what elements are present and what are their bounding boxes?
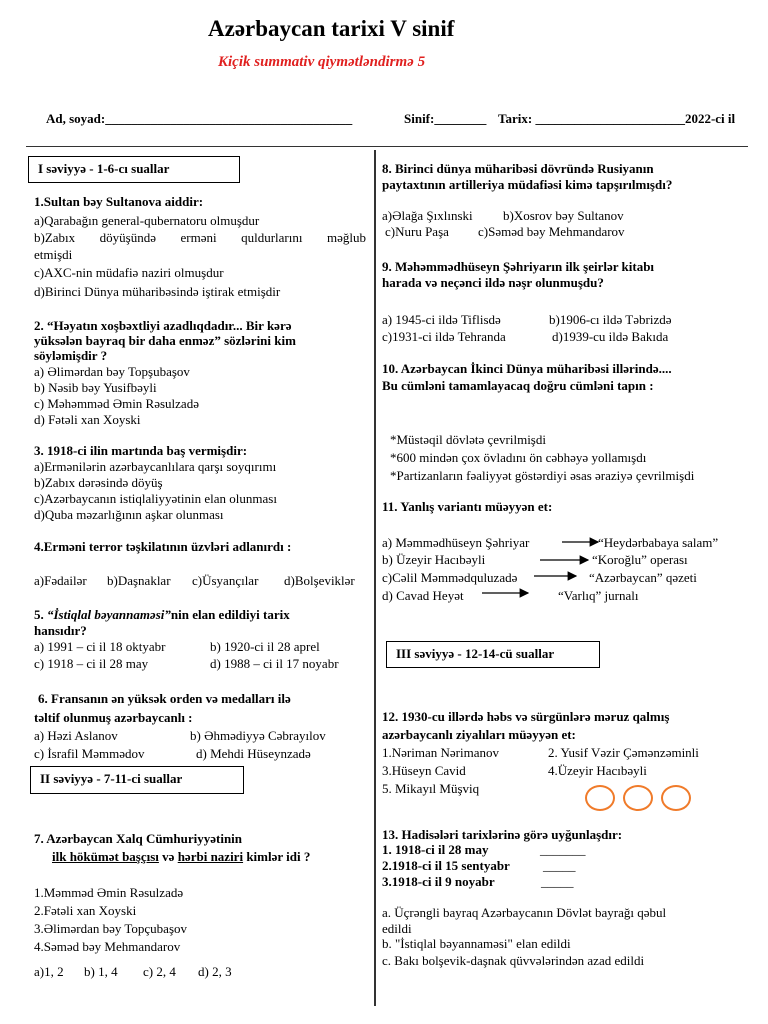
q9-option-a: a) 1945-ci ildə Tiflisdə — [382, 312, 501, 327]
q13-blank-3[interactable]: _____ — [541, 874, 574, 889]
q10-item-3: *Partizanların fəaliyyət göstərdiyi əsas əraziyə çevrilmişdi — [390, 468, 695, 483]
level-2-label: II səviyyə - 7-11-ci suallar — [30, 766, 244, 794]
header-divider — [26, 146, 748, 147]
q4-option-c: c)Üsyançılar — [192, 573, 259, 588]
q4-option-a: a)Fədailər — [34, 573, 87, 588]
q11-row-c-left: c)Cəlil Məmmədquluzadə — [382, 570, 518, 585]
q9-option-c: c)1931-ci ildə Tehranda — [382, 329, 506, 344]
q7-item-1: 1.Məmməd Əmin Rəsulzadə — [34, 885, 184, 900]
date-field[interactable]: Tarix: _______________________2022-ci il — [498, 111, 736, 126]
question-5-line2: hansıdır? — [34, 623, 87, 638]
q1-option-b-cont: etmişdi — [34, 247, 73, 262]
q12-item-5: 5. Mikayıl Müşviq — [382, 781, 480, 796]
page-subtitle: Kiçik summativ qiymətləndirmə 5 — [218, 54, 426, 70]
q7-option-a: a)1, 2 — [34, 964, 64, 979]
question-9-line2: harada və neçənci ildə nəşr olunmuşdu? — [382, 275, 604, 290]
q13-event-c: c. Bakı bolşevik-daşnak qüvvələrindən azad edildi — [382, 953, 645, 968]
q11-row-b-right: “Koroğlu” operası — [592, 552, 688, 567]
q8-option-d: c)Səməd bəy Mehmandarov — [478, 224, 625, 239]
level-1-label: I səviyyə - 1-6-cı suallar — [28, 156, 240, 183]
q2-option-d: d) Fətəli xan Xoyski — [34, 412, 141, 427]
q7-item-3: 3.Əlimərdan bəy Topçubaşov — [34, 921, 188, 936]
q11-row-a-left: a) Məmmədhüseyn Şəhriyar — [382, 535, 530, 550]
q13-blank-2[interactable]: _____ — [543, 858, 576, 873]
q12-item-2: 2. Yusif Vəzir Çəmənzəminli — [548, 745, 699, 760]
q12-item-1: 1.Nəriman Nərimanov — [382, 745, 499, 760]
question-4: 4.Erməni terror təşkilatının üzvləri adlanırdı : — [34, 539, 292, 554]
q12-item-3: 3.Hüseyn Cavid — [382, 763, 466, 778]
q13-blank-1[interactable]: _______ — [540, 842, 586, 857]
q10-item-2: *600 mindən çox övladını ön cəbhəyə yollamışdı — [390, 450, 647, 465]
column-divider — [374, 150, 376, 1006]
q13-date-1: 1. 1918-ci il 28 may — [382, 842, 489, 857]
q3-option-b: b)Zabıx dərəsində döyüş — [34, 475, 163, 490]
answer-circle-3[interactable] — [661, 785, 691, 811]
question-12-line2: azərbaycanlı ziyalıları müəyyən et: — [382, 727, 576, 742]
q12-item-4: 4.Üzeyir Hacıbəyli — [548, 763, 647, 778]
q2-option-c: c) Məhəmməd Əmin Rəsulzadə — [34, 396, 199, 411]
question-1: 1.Sultan bəy Sultanova aiddir: — [34, 194, 204, 209]
q8-option-c: c)Nuru Paşa — [385, 224, 449, 239]
question-5: 5. “İstiqlal bəyannaməsi”nin elan edildiyi tarix — [34, 607, 290, 622]
page-title: Azərbaycan tarixi V sinif — [208, 16, 455, 41]
question-6-line1: 6. Fransanın ən yüksək orden və medalları ilə — [38, 691, 291, 706]
q11-arrows — [470, 530, 610, 605]
class-field[interactable]: Sinif:________ — [404, 111, 487, 126]
q8-option-a: a)Əlağa Şıxlınski — [382, 208, 473, 223]
q13-date-3: 3.1918-ci il 9 noyabr — [382, 874, 495, 889]
q5-option-d: d) 1988 – ci il 17 noyabr — [210, 656, 339, 671]
q11-row-d-right: “Varlıq” jurnalı — [558, 588, 639, 603]
q5-option-a: a) 1991 – ci il 18 oktyabr — [34, 639, 166, 654]
question-3: 3. 1918-ci ilin martında baş vermişdir: — [34, 443, 248, 458]
q6-option-c: c) İsrafil Məmmədov — [34, 746, 145, 761]
q6-option-b: b) Əhmədiyyə Cəbrayılov — [190, 728, 326, 743]
q11-row-a-right: “Heydərbabaya salam” — [598, 535, 719, 550]
q7-option-c: c) 2, 4 — [143, 964, 176, 979]
question-13: 13. Hadisələri tarixlərinə görə uyğunlaşdır: — [382, 827, 623, 842]
q8-option-b: b)Xosrov bəy Sultanov — [503, 208, 624, 223]
q1-option-d: d)Birinci Dünya müharibəsində iştirak etmişdir — [34, 284, 281, 299]
q11-row-d-left: d) Cavad Heyət — [382, 588, 464, 603]
question-8-line2: paytaxtının artilleriya müdafiəsi kimə tapşırılmışdı? — [382, 177, 673, 192]
question-2-line3: söyləmişdir ? — [34, 348, 108, 363]
q1-option-a: a)Qarabağın general-qubernatoru olmuşdur — [34, 213, 260, 228]
question-2-line2: yüksələn bayraq bir daha enməz” sözlərini kim — [34, 333, 296, 348]
q4-option-d: d)Bolşeviklər — [284, 573, 355, 588]
q5-option-c: c) 1918 – ci il 28 may — [34, 656, 149, 671]
question-12-line1: 12. 1930-cu illərdə həbs və sürgünlərə məruz qalmış — [382, 709, 670, 724]
q2-option-b: b) Nəsib bəy Yusifbəyli — [34, 380, 157, 395]
question-2-line1: 2. “Həyatın xoşbəxtliyi azadlıqdadır... Bir kərə — [34, 318, 292, 333]
q6-option-d: d) Mehdi Hüseynzadə — [196, 746, 311, 761]
q9-option-b: b)1906-cı ildə Təbrizdə — [549, 312, 672, 327]
level-3-label: III səviyyə - 12-14-cü suallar — [386, 641, 600, 668]
q6-option-a: a) Həzi Aslanov — [34, 728, 118, 743]
q7-item-2: 2.Fətəli xan Xoyski — [34, 903, 137, 918]
question-11: 11. Yanlış variantı müəyyən et: — [382, 499, 553, 514]
q7-item-4: 4.Səməd bəy Mehmandarov — [34, 939, 181, 954]
q11-row-b-left: b) Üzeyir Hacıbəyli — [382, 552, 486, 567]
q2-option-a: a) Əlimərdan bəy Topşubaşov — [34, 364, 190, 379]
q10-item-1: *Müstəqil dövlətə çevrilmişdi — [390, 432, 546, 447]
q7-option-b: b) 1, 4 — [84, 964, 118, 979]
q4-option-b: b)Daşnaklar — [107, 573, 171, 588]
q13-event-b: b. "İstiqlal bəyannaməsi" elan edildi — [382, 936, 571, 951]
q3-option-a: a)Ermənilərin azərbaycanlılara qarşı soyqırımı — [34, 459, 277, 474]
question-10-line2: Bu cümləni tamamlayacaq doğru cümləni tapın : — [382, 378, 654, 393]
answer-circle-2[interactable] — [623, 785, 653, 811]
question-6-line2: təltif olunmuş azərbaycanlı : — [34, 710, 193, 725]
q1-option-c: c)AXC-nin müdafiə naziri olmuşdur — [34, 265, 224, 280]
question-10-line1: 10. Azərbaycan İkinci Dünya müharibəsi illərində.... — [382, 361, 672, 376]
name-field[interactable]: Ad, soyad:______________________________________ — [46, 111, 353, 126]
q3-option-c: c)Azərbaycanın istiqlaliyyətinin elan olunması — [34, 491, 277, 506]
answer-circle-1[interactable] — [585, 785, 615, 811]
q13-date-2: 2.1918-ci il 15 sentyabr — [382, 858, 510, 873]
q13-event-a-cont: edildi — [382, 921, 412, 936]
q5-option-b: b) 1920-ci il 28 aprel — [210, 639, 320, 654]
q1-option-b: b)Zabıx döyüşündə erməni quldurlarını məğlub — [34, 230, 366, 245]
question-7-line2: ilk hökümət başçısı və hərbi naziri kimlər idi ? — [52, 849, 311, 864]
question-9-line1: 9. Məhəmmədhüseyn Şəhriyarın ilk şeirlər kitabı — [382, 259, 655, 274]
q11-row-c-right: “Azərbaycan” qəzeti — [589, 570, 697, 585]
q3-option-d: d)Quba məzarlığının aşkar olunması — [34, 507, 224, 522]
q7-option-d: d) 2, 3 — [198, 964, 232, 979]
q13-event-a: a. Üçrəngli bayraq Azərbaycanın Dövlət bayrağı qəbul — [382, 905, 667, 920]
q9-option-d: d)1939-cu ildə Bakıda — [552, 329, 669, 344]
question-8-line1: 8. Birinci dünya müharibəsi dövründə Rusiyanın — [382, 161, 654, 176]
question-7-line1: 7. Azərbaycan Xalq Cümhuriyyətinin — [34, 831, 243, 846]
